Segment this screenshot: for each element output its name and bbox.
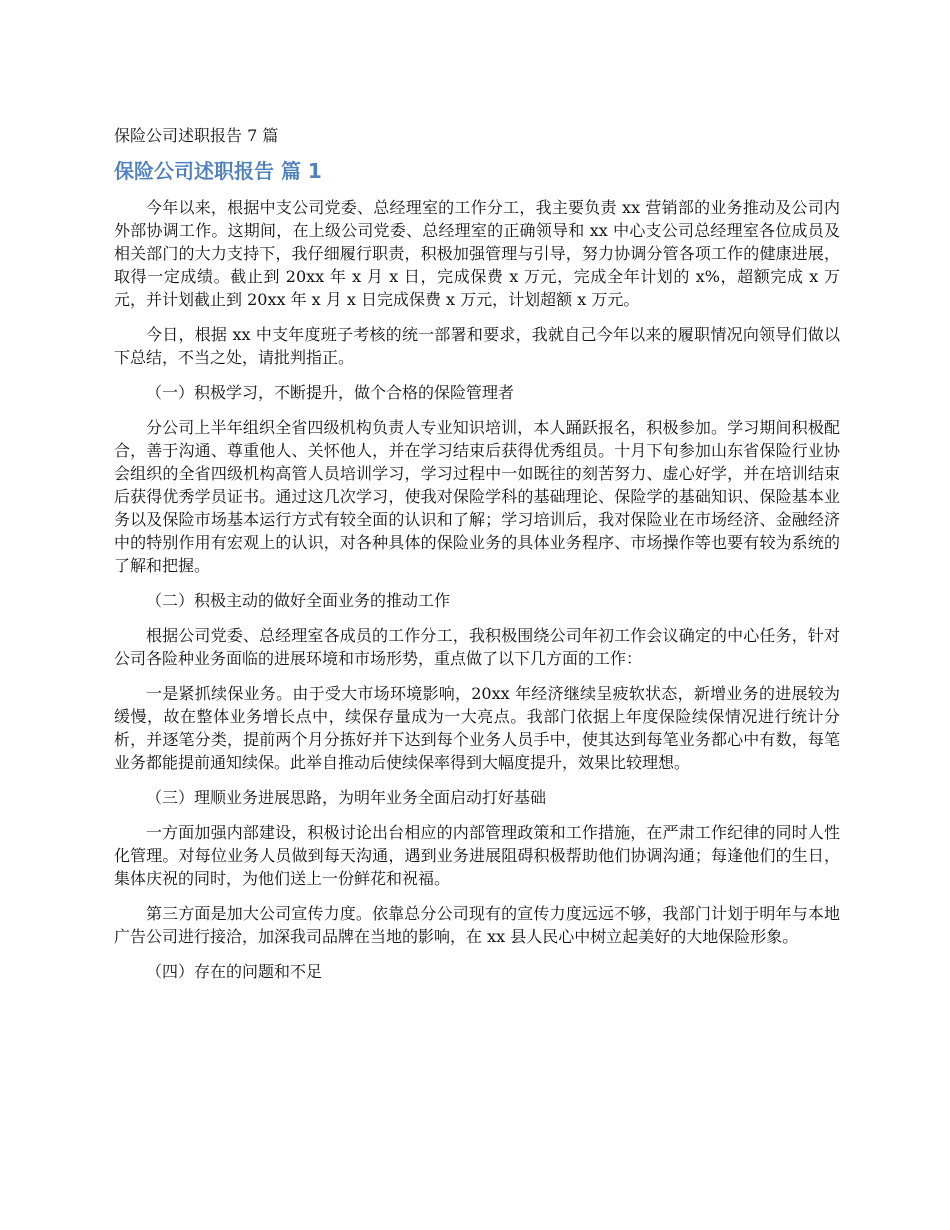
paragraph-summary-intro: 今日，根据 xx 中支年度班子考核的统一部署和要求，我就自己今年以来的履职情况向领导们做以下总结，不当之处，请批判指正。	[114, 325, 840, 367]
subheading-development-plan: （三）理顺业务进展思路，为明年业务全面启动打好基础	[146, 788, 547, 807]
document-title: 保险公司述职报告 7 篇	[114, 126, 279, 145]
paragraph-publicity: 第三方面是加大公司宣传力度。依靠总分公司现有的宣传力度远远不够，我部门计划于明年与本地广告公司进行接洽，加深我司品牌在当地的影响，在 xx 县人民心中树立起美好的大地保险形象。	[114, 904, 840, 946]
subheading-problems: （四）存在的问题和不足	[146, 962, 323, 981]
paragraph-business-tasks: 根据公司党委、总经理室各成员的工作分工，我积极围绕公司年初工作会议确定的中心任务，针对公司各险种业务面临的进展环境和市场形势，重点做了以下几方面的工作：	[114, 626, 840, 668]
document-page	[114, 124, 840, 995]
paragraph-internal-building: 一方面加强内部建设，积极讨论出台相应的内部管理政策和工作措施，在严肃工作纪律的同时人性化管理。对每位业务人员做到每天沟通，遇到业务进展阻碍积极帮助他们协调沟通；每逢他们的生日，集体庆祝的同时，为他们送上一份鲜花和祝福。	[114, 823, 840, 888]
subheading-learning: （一）积极学习，不断提升，做个合格的保险管理者	[146, 383, 515, 402]
paragraph-renewal: 一是紧抓续保业务。由于受大市场环境影响，20xx 年经济继续呈疲软状态，新增业务的进展较为缓慢，故在整体业务增长点中，续保存量成为一大亮点。我部门依据上年度保险续保情况进行统计分析，并逐笔分类，提前两个月分拣好并下达到每个业务人员手中，使其达到每笔业务都心中有数，每笔业务都能提前通知续保。此举自推动后使续保率得到大幅度提升，效果比较理想。	[114, 684, 840, 772]
section-heading: 保险公司述职报告 篇 1	[114, 159, 322, 183]
paragraph-learning: 分公司上半年组织全省四级机构负责人专业知识培训，本人踊跃报名，积极参加。学习期间积极配合，善于沟通、尊重他人、关怀他人，并在学习结束后获得优秀组员。十月下旬参加山东省保险行业协会组织的全省四级机构高管人员培训学习，学习过程中一如既往的刻苦努力、虚心好学，并在培训结束后获得优秀学员证书。通过这几次学习，使我对保险学科的基础理论、保险学的基础知识、保险基本业务以及保险市场基本运行方式有较全面的认识和了解；学习培训后，我对保险业在市场经济、金融经济中的特别作用有宏观上的认识，对各种具体的保险业务的具体业务程序、市场操作等也要有较为系统的了解和把握。	[114, 418, 840, 575]
paragraph-intro: 今年以来，根据中支公司党委、总经理室的工作分工，我主要负责 xx 营销部的业务推动及公司内外部协调工作。这期间，在上级公司党委、总经理室的正确领导和 xx 中心支公司总经理室各位成员及相关部门的大力支持下，我仔细履行职责，积极加强管理与引导，努力协调分管各项工作的健康进展，取得一定成绩。截止到 20xx 年 x 月 x 日，完成保费 x 万元，完成全年计划的 x%，超额完成 x 万元，并计划截止到 20xx 年 x 月 x 日完成保费 x 万元，计划超额 x 万元。	[114, 198, 840, 309]
subheading-business-promotion: （二）积极主动的做好全面业务的推动工作	[146, 591, 451, 610]
